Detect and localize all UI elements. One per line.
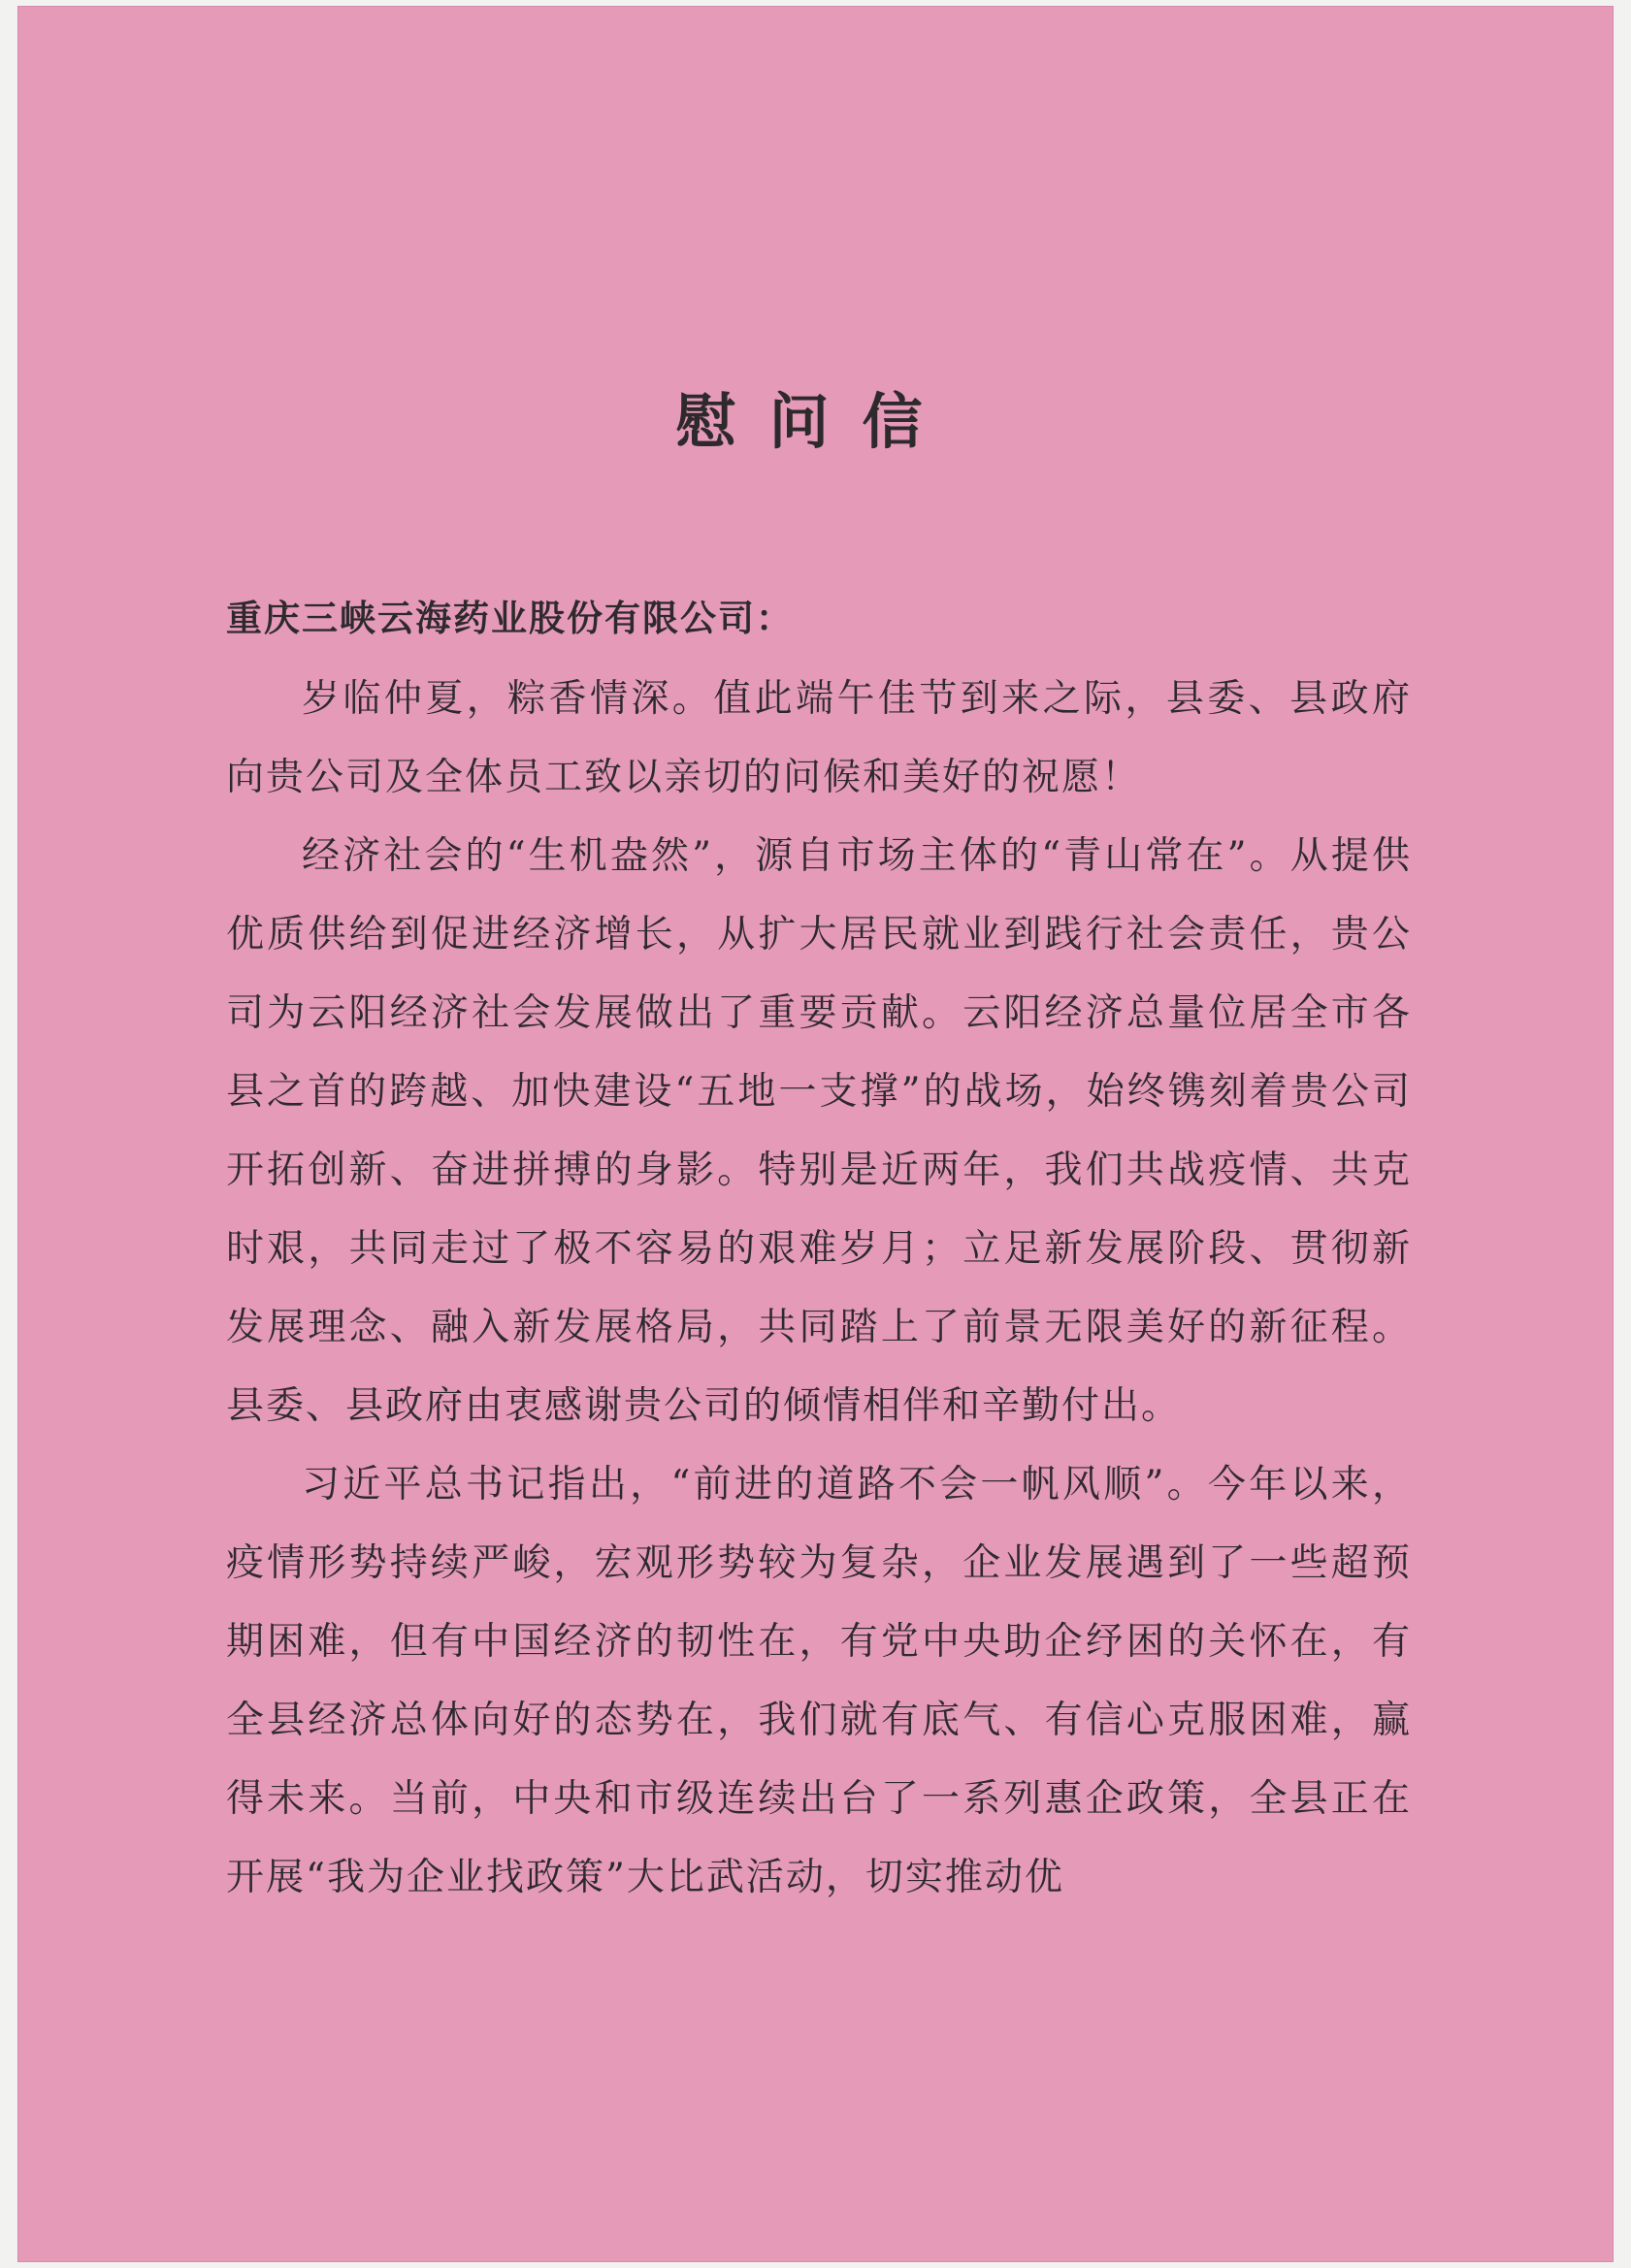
letter-paragraph: 经济社会的“生机盎然”，源自市场主体的“青山常在”。从提供优质供给到促进经济增长，从扩大居民就业到践行社会责任，贵公司为云阳经济社会发展做出了重要贡献。云阳经济总量位居全市各县之首的跨越、加快建设“五地一支撑”的战场，始终镌刻着贵公司开拓创新、奋进拼搏的身影。特别是近两年，我们共战疫情、共克时艰，共同走过了极不容易的艰难岁月；立足新发展阶段、贯彻新发展理念、融入新发展格局，共同踏上了前景无限美好的新征程。县委、县政府由衷感谢贵公司的倾情相伴和辛勤付出。 [226, 834, 1412, 1428]
letter-title: 慰问信 [675, 386, 956, 457]
letter-addressee: 重庆三峡云海药业股份有限公司： [226, 597, 794, 639]
letter-paragraph: 习近平总书记指出，“前进的道路不会一帆风顺”。今年以来，疫情形势持续严峻，宏观形势较为复杂，企业发展遇到了一些超预期困难，但有中国经济的韧性在，有党中央助企纾困的关怀在，有全县经济总体向好的态势在，我们就有底气、有信心克服困难，赢得未来。当前，中央和市级连续出台了一系列惠企政策，全县正在开展“我为企业找政策”大比武活动，切实推动优 [226, 1463, 1412, 1899]
letter-paragraph: 岁临仲夏，粽香情深。值此端午佳节到来之际，县委、县政府向贵公司及全体员工致以亲切的问候和美好的祝愿！ [226, 677, 1412, 799]
letter-body [226, 660, 1412, 1917]
